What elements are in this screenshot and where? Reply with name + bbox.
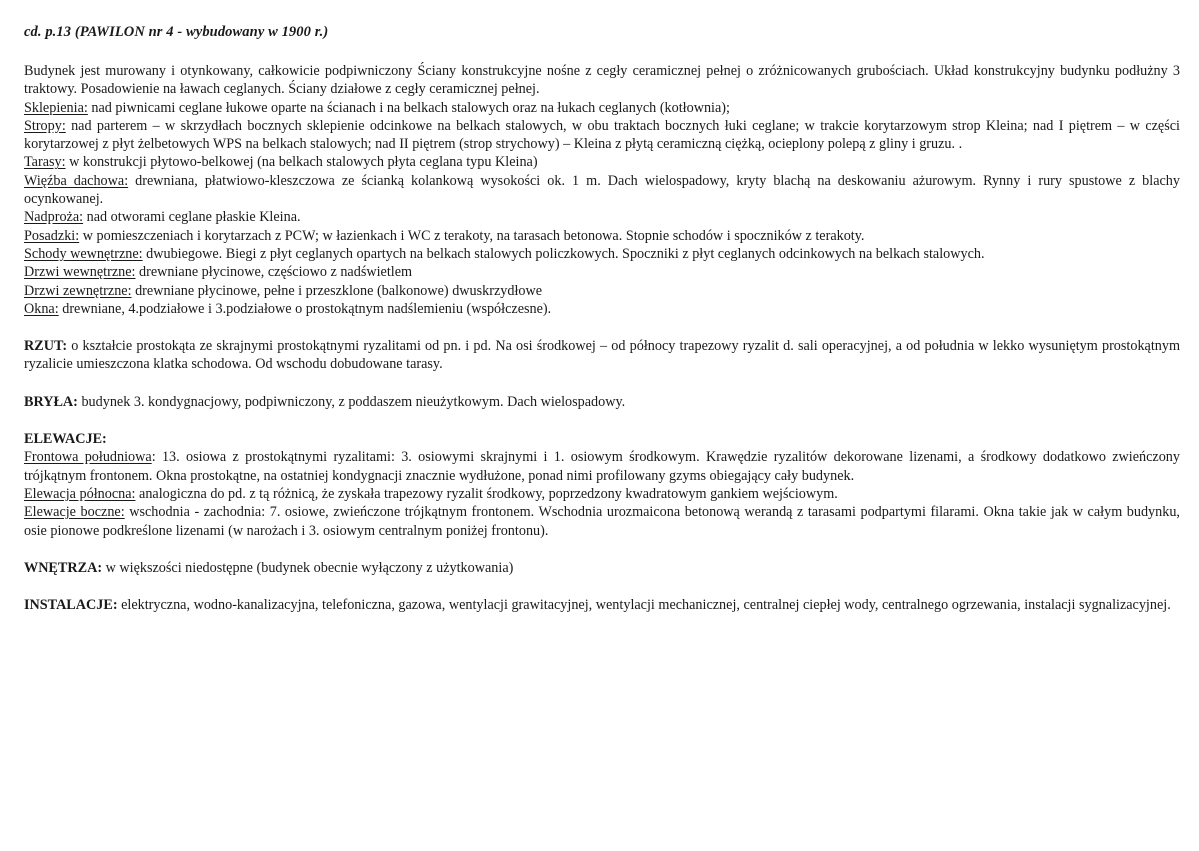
item-text: nad otworami ceglane płaskie Kleina. (83, 209, 301, 226)
section-text: o kształcie prostokąta ze skrajnymi prostokątnymi ryzalitami od pn. i pd. Na osi środkowej – od północy trapezowy ryzalit d. sali operacyjnej, a od południa w lekko wysuniętym prostokątnym ryzalicie umieszczona klatka schodowa. Od wschodu dobudowane tarasy. (24, 338, 1180, 373)
item-label: Okna: (24, 300, 59, 317)
section-label: RZUT: (24, 338, 68, 355)
item-text: drewniane płycinowe, pełne i przeszklone (balkonowe) dwuskrzydłowe (131, 282, 543, 299)
item-text: drewniana, płatwiowo-kleszczowa ze ścianką kolankową wysokości ok. 1 m. Dach wielospadowy, kryty blachą na deskowaniu ażurowym. Rynny i rury spustowe z blachy ocynkowanej. (24, 172, 1180, 208)
section-label: BRYŁA: (24, 393, 78, 410)
item-label: Stropy: (24, 117, 66, 134)
paragraph-gap (24, 318, 1180, 337)
section-text: w większości niedostępne (budynek obecnie wyłączony z użytkowania) (102, 559, 514, 576)
elewacja-frontowa (24, 448, 1180, 485)
item-nadproza (24, 208, 1180, 226)
section-text: elektryczna, wodno-kanalizacyjna, telefoniczna, gazowa, wentylacji grawitacyjnej, wentylacji mechanicznej, centralnej ciepłej wody, centralnego ogrzewania, instalacji sygnalizacyjnej. (117, 597, 1171, 614)
intro-paragraph: Budynek jest murowany i otynkowany, całkowicie podpiwniczony Ściany konstrukcyjne nośne z cegły ceramicznej pełnej o zróżnicowanych grubościach. Układ konstrukcyjny budynku podłużny 3 traktowy. Posadowienie na ławach ceglanych. Ściany działowe z cegły ceramicznej pełnej. (24, 63, 1180, 98)
elewacja-polnocna (24, 485, 1180, 503)
page-heading: cd. p.13 (PAWILON nr 4 - wybudowany w 1900 r.) (24, 24, 329, 40)
item-posadzki (24, 227, 1180, 245)
section-text: budynek 3. kondygnacjowy, podpiwniczony, z poddaszem nieużytkowym. Dach wielospadowy. (77, 393, 626, 410)
item-text: analogiczna do pd. z tą różnicą, że zyskała trapezowy ryzalit środkowy, poprzedzony kwadratowym gankiem wejściowym. (135, 485, 838, 502)
paragraph-gap (24, 374, 1180, 393)
item-text: w konstrukcji płytowo-belkowej (na belkach stalowych płyta ceglana typu Kleina) (65, 154, 538, 171)
section-label: WNĘTRZA: (24, 559, 103, 576)
item-text: : 13. osiowa z prostokątnymi ryzalitami: 3. osiowymi skrajnymi i 1. osiowym środkowym. Krawędzie ryzalitów dekorowane lizenami, a środkowy dodatkowo zwieńczony trójkątnym frontonem. Okna prostokątne, na ostatniej kondygnacji znacznie wydłużone, ponad nimi profilowany gzyms obiegający cały budynek. (24, 449, 1180, 484)
item-text: nad parterem – w skrzydłach bocznych sklepienie odcinkowe na belkach stalowych, w obu traktach bocznych łuki ceglane; w trakcie korytarzowym strop Kleina; nad I piętrem – w części korytarzowej z płyt żelbetowych WPS na belkach stalowych; nad II piętrem (strop strychowy) – Kleina z płytą ceramiczną ciężką, ocieplony polepą z gliny i gruzu. . (24, 117, 1180, 153)
rzut-paragraph (24, 337, 1180, 374)
item-text: wschodnia - zachodnia: 7. osiowe, zwieńczone trójkątnym frontonem. Wschodnia urozmaicona betonową werandą z tarasami podpartymi filarami. Okna takie jak w całym budynku, osie pionowe podkreślone lizenami (w narożach i 3. osiowym centralnym poniżej frontonu). (24, 504, 1180, 539)
wnetrza-paragraph (24, 559, 1180, 577)
item-label: Schody wewnętrzne: (24, 245, 143, 262)
paragraph-gap (24, 577, 1180, 596)
paragraph-gap (24, 540, 1180, 559)
paragraph-gap (24, 411, 1180, 430)
item-sklepienia (24, 99, 1180, 117)
item-text: dwubiegowe. Biegi z płyt ceglanych opartych na belkach stalowych policzkowych. Spoczniki z płyt ceglanych odcinkowych na belkach stalowych. (142, 245, 985, 262)
item-schody (24, 245, 1180, 263)
item-label: Elewacje boczne: (24, 504, 125, 521)
document-body (24, 62, 1180, 614)
item-label: Posadzki: (24, 227, 80, 244)
item-text: w pomieszczeniach i korytarzach z PCW; w łazienkach i WC z terakoty, na tarasach betonowa. Stopnie schodów i spoczników z terakoty. (79, 227, 865, 244)
item-okna (24, 300, 1180, 318)
item-label: Elewacja północna: (24, 485, 136, 502)
item-tarasy (24, 153, 1180, 171)
item-label: Drzwi zewnętrzne: (24, 282, 132, 299)
item-label: Nadproża: (24, 209, 84, 226)
item-drzwi-wewnetrzne (24, 263, 1180, 281)
item-drzwi-zewnetrzne (24, 282, 1180, 300)
section-label: INSTALACJE: (24, 597, 118, 614)
item-label: Sklepienia: (24, 99, 88, 116)
item-stropy (24, 117, 1180, 154)
item-wiezba (24, 172, 1180, 209)
elewacje-title: ELEWACJE: (24, 431, 107, 448)
instalacje-paragraph (24, 596, 1180, 614)
item-label: Więźba dachowa: (24, 172, 129, 189)
item-text: drewniane, 4.podziałowe i 3.podziałowe o prostokątnym nadślemieniu (współczesne). (58, 300, 552, 317)
item-label: Frontowa południowa (24, 449, 152, 466)
item-label: Tarasy: (24, 154, 66, 171)
item-text: nad piwnicami ceglane łukowe oparte na ścianach i na belkach stalowych oraz na łukach ceglanych (kotłownia); (87, 99, 730, 116)
bryla-paragraph (24, 393, 1180, 411)
item-label: Drzwi wewnętrzne: (24, 264, 136, 281)
elewacje-boczne (24, 503, 1180, 540)
item-text: drewniane płycinowe, częściowo z nadświetlem (135, 264, 413, 281)
